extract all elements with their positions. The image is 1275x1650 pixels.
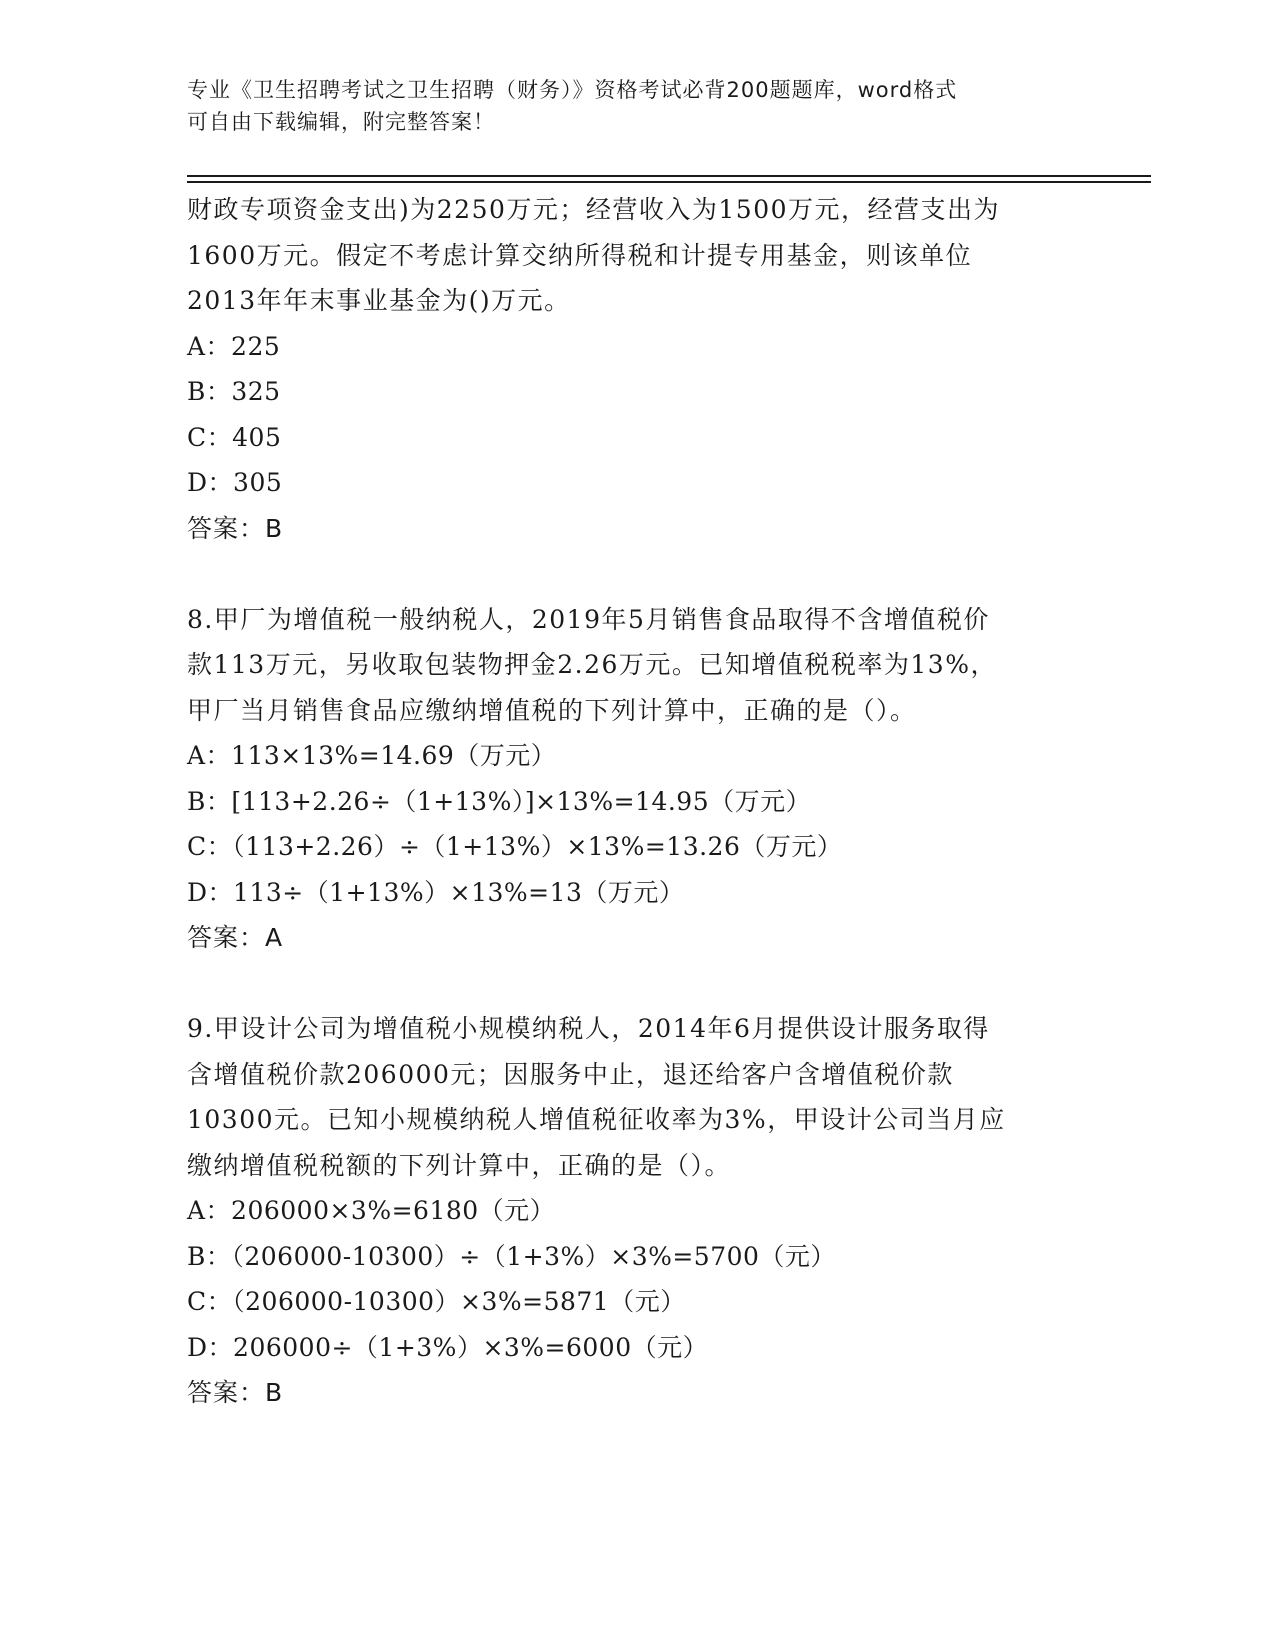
header-divider-top [187,175,1151,177]
question-text-line: 8.甲厂为增值税一般纳税人，2019年5月销售食品取得不含增值税价 [187,604,990,634]
spacer [187,961,1087,1007]
option-d: D：206000÷（1+3%）×3%=6000（元） [187,1332,709,1362]
question-text-line: 含增值税价款206000元；因服务中止，退还给客户含增值税价款 [187,1059,954,1089]
option-b: B：325 [187,377,281,406]
header-title-line-2: 可自由下载编辑，附完整答案！ [187,110,495,134]
question-8 [187,597,1087,961]
question-9 [187,1006,1087,1416]
option-c: C：405 [187,422,282,452]
question-7 [187,187,1087,551]
option-a: A：113×13%=14.69（万元） [187,741,557,770]
answer-line: 答案：B [187,513,284,543]
document-header [187,74,1067,138]
question-text-line: 缴纳增值税税额的下列计算中，正确的是（）。 [187,1150,732,1180]
question-text-line: 财政专项资金支出)为2250万元；经营收入为1500万元，经营支出为 [187,195,1001,224]
answer-line: 答案：A [187,923,284,952]
option-d: D：113÷（1+13%）×13%=13（万元） [187,877,685,907]
option-a: A：225 [187,331,281,361]
question-text-line: 2013年年末事业基金为()万元。 [187,286,571,315]
question-text-line: 甲厂当月销售食品应缴纳增值税的下列计算中，正确的是（）。 [187,695,917,725]
question-text-line: 10300元。已知小规模纳税人增值税征收率为3%，甲设计公司当月应 [187,1105,1006,1134]
option-d: D：305 [187,468,283,497]
question-text-line: 1600万元。假定不考虑计算交纳所得税和计提专用基金，则该单位 [187,240,973,270]
answer-line: 答案：B [187,1378,284,1407]
option-c: C：（113+2.26）÷（1+13%）×13%=13.26（万元） [187,832,843,861]
header-divider-bottom [187,181,1151,183]
option-b: B：（206000-10300）÷（1+3%）×3%=5700（元） [187,1241,836,1271]
header-title-line-1: 专业《卫生招聘考试之卫生招聘（财务）》资格考试必背200题题库，word格式 [187,78,958,102]
document-body [187,187,1087,1416]
option-a: A：206000×3%=6180（元） [187,1196,556,1225]
option-c: C：（206000-10300）×3%=5871（元） [187,1287,686,1316]
option-b: B：[113+2.26÷（1+13%）]×13%=14.95（万元） [187,786,812,816]
question-text-line: 款113万元，另收取包装物押金2.26万元。已知增值税税率为13%， [187,650,997,679]
question-text-line: 9.甲设计公司为增值税小规模纳税人，2014年6月提供设计服务取得 [187,1014,990,1043]
spacer [187,551,1087,597]
